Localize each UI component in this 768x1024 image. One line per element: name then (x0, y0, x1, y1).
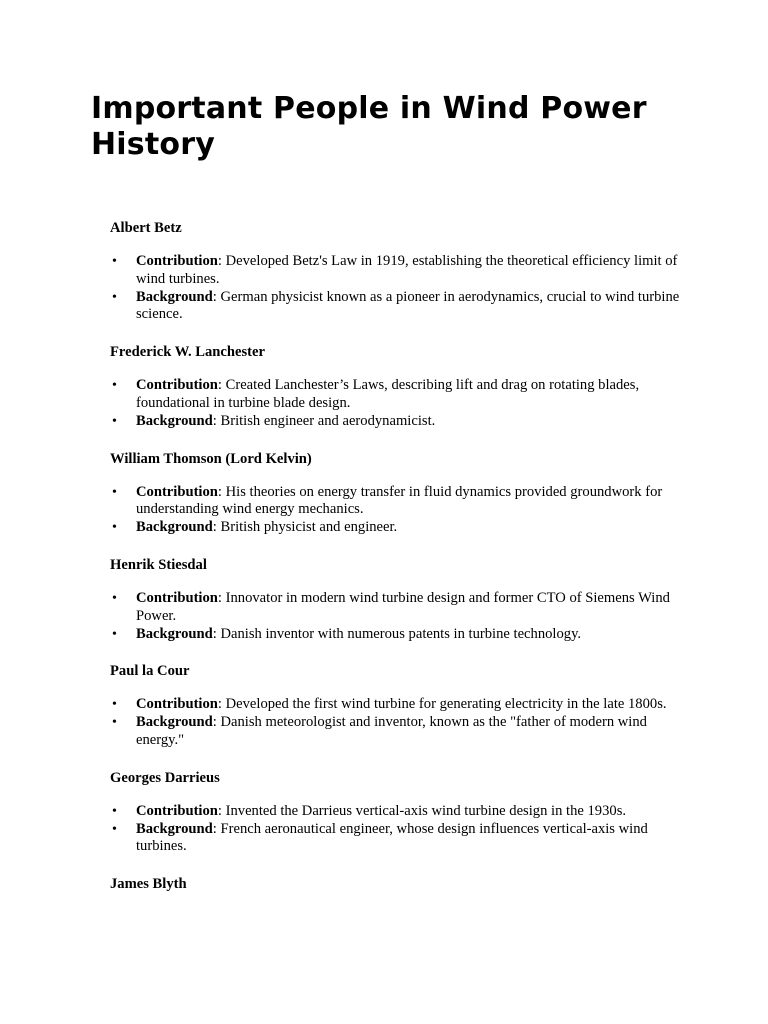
bullet-icon: • (112, 254, 117, 269)
field-label: Contribution (136, 253, 218, 269)
person-details-list (110, 253, 680, 324)
field-text: : Danish meteorologist and inventor, known as the "father of modern wind energy." (136, 714, 647, 748)
list-item (110, 821, 680, 857)
field-text: : British physicist and engineer. (212, 519, 398, 536)
person-section (110, 660, 680, 749)
page-title: Important People in Wind Power History (91, 91, 647, 162)
person-section (110, 554, 680, 643)
field-label: Background (136, 714, 213, 731)
bullet-icon: • (112, 520, 117, 536)
field-text: : Developed Betz's Law in 1919, establishing the theoretical efficiency limit of wind turbines. (136, 253, 678, 287)
list-item (110, 253, 680, 289)
field-text: : British engineer and aerodynamicist. (212, 412, 436, 429)
field-label: Background (136, 820, 213, 837)
person-details-list (110, 484, 680, 537)
field-label: Background (136, 412, 213, 429)
bullet-icon: • (112, 715, 117, 731)
field-text: : Invented the Darrieus vertical-axis wind turbine design in the 1930s. (217, 802, 627, 819)
field-text: : His theories on energy transfer in fluid dynamics provided groundwork for understanding wind energy mechanics. (136, 483, 663, 518)
person-section (110, 873, 680, 891)
bullet-icon: • (112, 484, 117, 500)
field-label: Contribution (136, 696, 218, 713)
bullet-icon: • (112, 413, 117, 429)
person-details-list (110, 590, 680, 643)
list-item (110, 803, 680, 821)
field-label: Background (136, 625, 213, 642)
list-item (110, 519, 680, 537)
person-name: James Blyth (110, 876, 187, 893)
field-text: : Developed the first wind turbine for generating electricity in the late 1800s. (217, 696, 667, 713)
list-item (110, 484, 680, 520)
list-item (110, 413, 680, 431)
person-details-list (110, 803, 680, 856)
list-item (110, 377, 680, 413)
list-item (110, 714, 680, 750)
person-name: Albert Betz (110, 220, 182, 236)
list-item (110, 289, 680, 325)
person-name: Paul la Cour (110, 663, 190, 680)
people-list (110, 217, 680, 909)
person-details-list (110, 696, 680, 749)
field-label: Background (136, 288, 213, 305)
field-label: Contribution (136, 377, 218, 394)
bullet-icon: • (112, 803, 117, 819)
field-text: : German physicist known as a pioneer in aerodynamics, crucial to wind turbine science. (136, 288, 680, 323)
bullet-icon: • (112, 378, 117, 394)
field-text: : French aeronautical engineer, whose design influences vertical-axis wind turbines. (136, 820, 648, 855)
person-name: Frederick W. Lanchester (110, 344, 265, 361)
person-name: Georges Darrieus (110, 769, 220, 786)
person-section (110, 341, 680, 430)
field-text: : Created Lanchester’s Laws, describing lift and drag on rotating blades, foundational in turbine blade design. (136, 377, 640, 411)
person-name: Henrik Stiesdal (110, 556, 207, 573)
person-name: William Thomson (Lord Kelvin) (110, 450, 312, 467)
field-text: : Innovator in modern wind turbine design and former CTO of Siemens Wind Power. (136, 589, 670, 624)
field-label: Contribution (136, 802, 218, 819)
list-item (110, 590, 680, 626)
bullet-icon: • (112, 626, 117, 642)
bullet-icon: • (112, 697, 117, 713)
field-label: Background (136, 519, 213, 536)
list-item (110, 626, 680, 644)
bullet-icon: • (112, 821, 117, 837)
field-label: Contribution (136, 589, 218, 606)
person-section (110, 217, 680, 324)
bullet-icon: • (112, 590, 117, 606)
person-section (110, 448, 680, 537)
list-item (110, 696, 680, 714)
field-label: Contribution (136, 483, 218, 500)
field-text: : Danish inventor with numerous patents in turbine technology. (212, 625, 582, 642)
person-section (110, 767, 680, 856)
bullet-icon: • (112, 289, 117, 305)
person-details-list (110, 377, 680, 430)
